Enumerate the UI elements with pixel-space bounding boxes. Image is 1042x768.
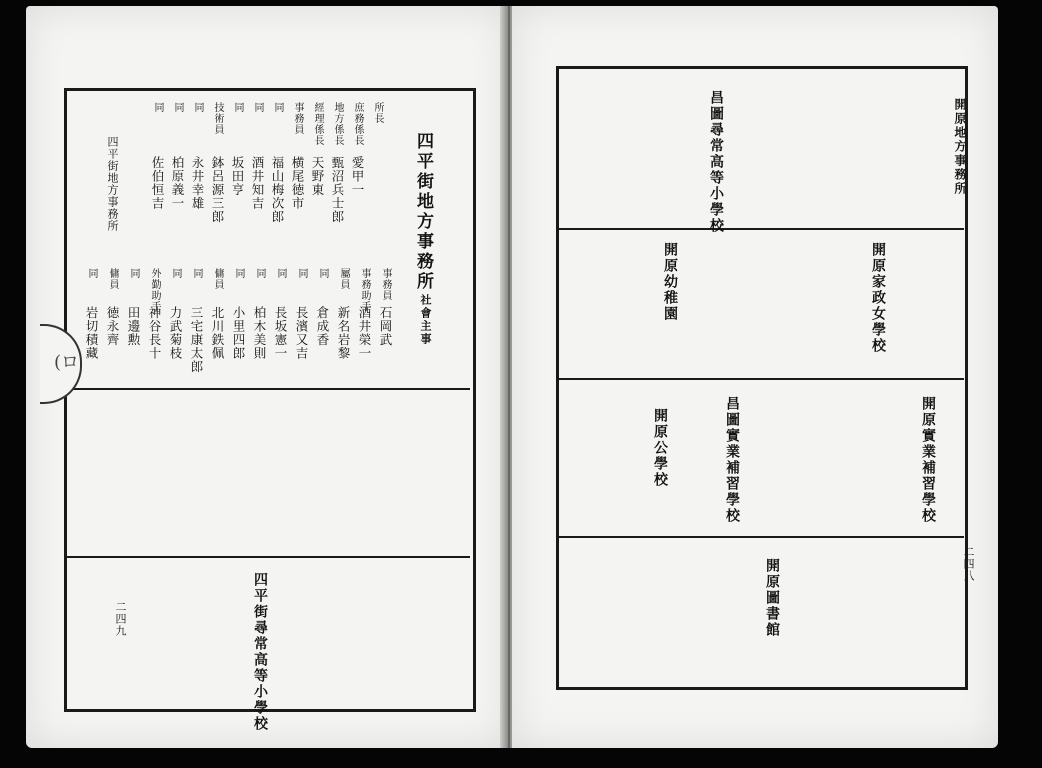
staff-role: 所長 <box>372 102 383 124</box>
staff-role: 同 <box>232 102 243 113</box>
staff-role: 屬員 <box>338 268 349 290</box>
staff-role: 同 <box>317 268 328 279</box>
left-page <box>26 6 508 748</box>
staff-name: 永井幸雄 <box>190 156 205 210</box>
staff-name: 田邊勲 <box>126 306 141 347</box>
staff-role: 同 <box>272 102 283 113</box>
staff-name: 神谷長十 <box>147 306 162 360</box>
library-title: 開原圖書館 <box>764 558 780 638</box>
staff-name: 三宅康太郎 <box>189 306 204 374</box>
staff-role: 同 <box>252 102 263 113</box>
office-title: 四平街地方事務所 <box>413 132 433 292</box>
staff-role: 同 <box>192 102 203 113</box>
right-divider-1 <box>558 228 964 230</box>
staff-name: 小里四郎 <box>231 306 246 360</box>
staff-role: 技術員 <box>212 102 223 135</box>
staff-role: 經理係長 <box>312 102 323 146</box>
staff-role: 同 <box>170 268 181 279</box>
staff-name: 柏原義一 <box>170 156 185 210</box>
staff-name: 岩切積藏 <box>84 306 99 360</box>
staff-role: 事務助手 <box>359 268 370 312</box>
right-divider-3 <box>558 536 964 538</box>
kaiyuan-girls-title: 開原家政女學校 <box>870 242 886 354</box>
staff-name: 北川鉄佩 <box>210 306 225 360</box>
right-divider-2 <box>558 378 964 380</box>
staff-role: 同 <box>191 268 202 279</box>
staff-role: 同 <box>233 268 244 279</box>
staff-role: 地方係長 <box>332 102 343 146</box>
right-running-head: 開原地方事務所 <box>953 98 967 196</box>
staff-name: 佐伯恒吉 <box>150 156 165 210</box>
staff-role: 事務員 <box>380 268 391 301</box>
left-running-head: 四平街地方事務所 <box>106 136 119 232</box>
staff-name: 長濱又吉 <box>294 306 309 360</box>
staff-role: 同 <box>152 102 163 113</box>
staff-role: 同 <box>254 268 265 279</box>
left-header: 社會主事 <box>419 294 432 346</box>
right-page <box>512 6 998 748</box>
staff-name: 横尾徳市 <box>290 156 305 210</box>
left-page-number: 二四九 <box>114 601 127 637</box>
staff-name: 新名岩黎 <box>336 306 351 360</box>
staff-role: 傭員 <box>107 268 118 290</box>
staff-role: 同 <box>172 102 183 113</box>
staff-name: 天野東 <box>310 156 325 197</box>
vocational-title: 開原實業補習學校 <box>920 396 936 524</box>
kindergarten-title: 開原幼稚園 <box>662 242 678 322</box>
staff-name: 長坂憲一 <box>273 306 288 360</box>
staff-role: 同 <box>296 268 307 279</box>
staff-role: 外勤助手 <box>149 268 160 312</box>
staff-name: 鉢呂源三郎 <box>210 156 225 224</box>
changtu-title: 昌圖尋常高等小學校 <box>708 90 724 234</box>
staff-role: 同 <box>86 268 97 279</box>
staff-name: 石岡武 <box>378 306 393 347</box>
staff-name: 柏木美則 <box>252 306 267 360</box>
left-divider-2 <box>66 556 470 558</box>
staff-role: 事務員 <box>292 102 303 135</box>
staff-role: 庶務係長 <box>352 102 363 146</box>
staff-name: 甄沼兵士郎 <box>330 156 345 224</box>
left-divider-1 <box>66 388 470 390</box>
staff-name: 酒井榮一 <box>357 306 372 360</box>
school-title: 四平街尋常高等小學校 <box>252 572 268 732</box>
staff-role: 傭員 <box>212 268 223 290</box>
staff-name: 坂田亨 <box>230 156 245 197</box>
staff-name: 酒井知吉 <box>250 156 265 210</box>
staff-role: 同 <box>275 268 286 279</box>
staff-name: 力武菊枝 <box>168 306 183 360</box>
right-page-number: 二四八 <box>962 546 975 582</box>
staff-name: 倉成香 <box>315 306 330 347</box>
staff-name: 愛甲一 <box>350 156 365 197</box>
changtu-vocational-title: 昌圖實業補習學校 <box>724 396 740 524</box>
notch-mark: (ロ <box>54 352 80 373</box>
staff-role: 同 <box>128 268 139 279</box>
public-school-title: 開原公學校 <box>652 408 668 488</box>
staff-name: 福山梅次郎 <box>270 156 285 224</box>
staff-name: 徳永齊 <box>105 306 120 347</box>
